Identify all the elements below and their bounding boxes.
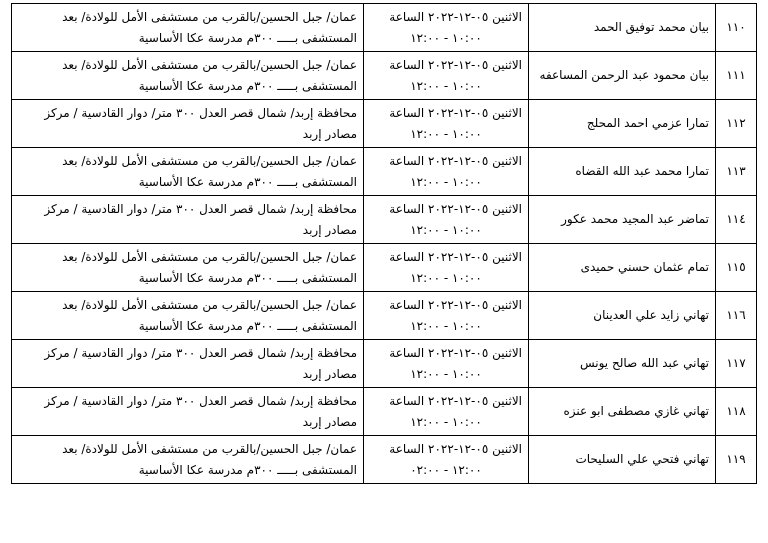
row-number: ١١٧ — [716, 340, 757, 388]
exam-time: ١٠:٠٠ - ١٢:٠٠ — [410, 30, 482, 45]
exam-location-cell — [12, 148, 364, 196]
exam-datetime-cell — [364, 292, 529, 340]
exam-location-line-2: المستشفى بـــــ ٣٠٠م مدرسة عكا الأساسية — [138, 30, 357, 45]
exam-time: ١٠:٠٠ - ١٢:٠٠ — [410, 414, 482, 429]
exam-location-cell — [12, 244, 364, 292]
table-row — [12, 100, 757, 148]
schedule-table — [11, 3, 757, 484]
table-row — [12, 4, 757, 52]
exam-location-cell — [12, 196, 364, 244]
row-number: ١١٣ — [716, 148, 757, 196]
exam-time: ١٠:٠٠ - ١٢:٠٠ — [410, 174, 482, 189]
exam-location-line-1: عمان/ جبل الحسين/بالقرب من مستشفى الأمل للولادة/ بعد — [62, 57, 357, 72]
table-row — [12, 52, 757, 100]
table-row — [12, 388, 757, 436]
table-row — [12, 196, 757, 244]
exam-location-line-2: مصادر إربد — [302, 126, 357, 141]
row-number: ١١٥ — [716, 244, 757, 292]
row-number: ١١٩ — [716, 436, 757, 484]
exam-time: ١٠:٠٠ - ١٢:٠٠ — [410, 318, 482, 333]
exam-location-line-1: محافظة إربد/ شمال قصر العدل ٣٠٠ متر/ دوار القادسية / مركز — [44, 393, 357, 408]
row-number: ١١١ — [716, 52, 757, 100]
row-number: ١١٠ — [716, 4, 757, 52]
row-number: ١١٨ — [716, 388, 757, 436]
exam-date: الاثنين ٠٥-١٢-٢٠٢٢ الساعة — [389, 105, 522, 120]
exam-date: الاثنين ٠٥-١٢-٢٠٢٢ الساعة — [389, 441, 522, 456]
exam-location-line-1: عمان/ جبل الحسين/بالقرب من مستشفى الأمل للولادة/ بعد — [62, 153, 357, 168]
exam-datetime-cell — [364, 100, 529, 148]
exam-location-line-1: محافظة إربد/ شمال قصر العدل ٣٠٠ متر/ دوار القادسية / مركز — [44, 345, 357, 360]
exam-date: الاثنين ٠٥-١٢-٢٠٢٢ الساعة — [389, 153, 522, 168]
candidate-name: تهاني غازي مصطفى ابو عنزه — [529, 388, 716, 436]
exam-location-line-1: عمان/ جبل الحسين/بالقرب من مستشفى الأمل للولادة/ بعد — [62, 9, 357, 24]
exam-time: ١٠:٠٠ - ١٢:٠٠ — [410, 78, 482, 93]
table-row — [12, 436, 757, 484]
exam-location-line-2: المستشفى بـــــ ٣٠٠م مدرسة عكا الأساسية — [138, 270, 357, 285]
row-number: ١١٦ — [716, 292, 757, 340]
candidate-name: تهاني فتحي علي السليحات — [529, 436, 716, 484]
exam-location-cell — [12, 292, 364, 340]
table-row — [12, 148, 757, 196]
exam-location-line-2: المستشفى بـــــ ٣٠٠م مدرسة عكا الأساسية — [138, 318, 357, 333]
table-row — [12, 244, 757, 292]
exam-time: ١٠:٠٠ - ١٢:٠٠ — [410, 270, 482, 285]
exam-location-cell — [12, 4, 364, 52]
exam-time: ١٠:٠٠ - ١٢:٠٠ — [410, 126, 482, 141]
exam-time: ١٠:٠٠ - ١٢:٠٠ — [410, 366, 482, 381]
row-number: ١١٢ — [716, 100, 757, 148]
candidate-name: تهاني زايد علي العدينان — [529, 292, 716, 340]
schedule-table-body — [12, 4, 757, 484]
exam-location-line-1: محافظة إربد/ شمال قصر العدل ٣٠٠ متر/ دوار القادسية / مركز — [44, 105, 357, 120]
exam-datetime-cell — [364, 436, 529, 484]
exam-datetime-cell — [364, 244, 529, 292]
exam-location-line-2: المستشفى بـــــ ٣٠٠م مدرسة عكا الأساسية — [138, 462, 357, 477]
exam-datetime-cell — [364, 196, 529, 244]
exam-location-line-2: مصادر إربد — [302, 366, 357, 381]
exam-date: الاثنين ٠٥-١٢-٢٠٢٢ الساعة — [389, 201, 522, 216]
exam-datetime-cell — [364, 340, 529, 388]
exam-date: الاثنين ٠٥-١٢-٢٠٢٢ الساعة — [389, 297, 522, 312]
candidate-name: تماضر عبد المجيد محمد عكور — [529, 196, 716, 244]
exam-date: الاثنين ٠٥-١٢-٢٠٢٢ الساعة — [389, 249, 522, 264]
exam-location-line-2: مصادر إربد — [302, 222, 357, 237]
table-row — [12, 340, 757, 388]
exam-location-line-2: مصادر إربد — [302, 414, 357, 429]
exam-location-cell — [12, 52, 364, 100]
exam-time: ١٠:٠٠ - ١٢:٠٠ — [410, 222, 482, 237]
candidate-name: تهاني عبد الله صالح يونس — [529, 340, 716, 388]
exam-datetime-cell — [364, 52, 529, 100]
exam-date: الاثنين ٠٥-١٢-٢٠٢٢ الساعة — [389, 393, 522, 408]
candidate-name: تمام عثمان حسني حميدى — [529, 244, 716, 292]
exam-location-line-1: عمان/ جبل الحسين/بالقرب من مستشفى الأمل للولادة/ بعد — [62, 297, 357, 312]
exam-location-line-1: محافظة إربد/ شمال قصر العدل ٣٠٠ متر/ دوار القادسية / مركز — [44, 201, 357, 216]
exam-location-line-2: المستشفى بـــــ ٣٠٠م مدرسة عكا الأساسية — [138, 78, 357, 93]
exam-date: الاثنين ٠٥-١٢-٢٠٢٢ الساعة — [389, 345, 522, 360]
exam-date: الاثنين ٠٥-١٢-٢٠٢٢ الساعة — [389, 57, 522, 72]
exam-location-cell — [12, 100, 364, 148]
exam-datetime-cell — [364, 4, 529, 52]
exam-location-line-1: عمان/ جبل الحسين/بالقرب من مستشفى الأمل للولادة/ بعد — [62, 249, 357, 264]
exam-location-line-2: المستشفى بـــــ ٣٠٠م مدرسة عكا الأساسية — [138, 174, 357, 189]
exam-location-line-1: عمان/ جبل الحسين/بالقرب من مستشفى الأمل للولادة/ بعد — [62, 441, 357, 456]
exam-location-cell — [12, 388, 364, 436]
exam-datetime-cell — [364, 388, 529, 436]
exam-time: ١٢:٠٠ - ٠٢:٠٠ — [410, 462, 482, 477]
exam-location-cell — [12, 340, 364, 388]
candidate-name: تمارا عزمي احمد المحلج — [529, 100, 716, 148]
exam-datetime-cell — [364, 148, 529, 196]
exam-location-cell — [12, 436, 364, 484]
exam-date: الاثنين ٠٥-١٢-٢٠٢٢ الساعة — [389, 9, 522, 24]
table-row — [12, 292, 757, 340]
candidate-name: بيان محمود عبد الرحمن المساعفه — [529, 52, 716, 100]
candidate-name: بيان محمد توفيق الحمد — [529, 4, 716, 52]
row-number: ١١٤ — [716, 196, 757, 244]
candidate-name: تمارا محمد عبد الله القضاه — [529, 148, 716, 196]
